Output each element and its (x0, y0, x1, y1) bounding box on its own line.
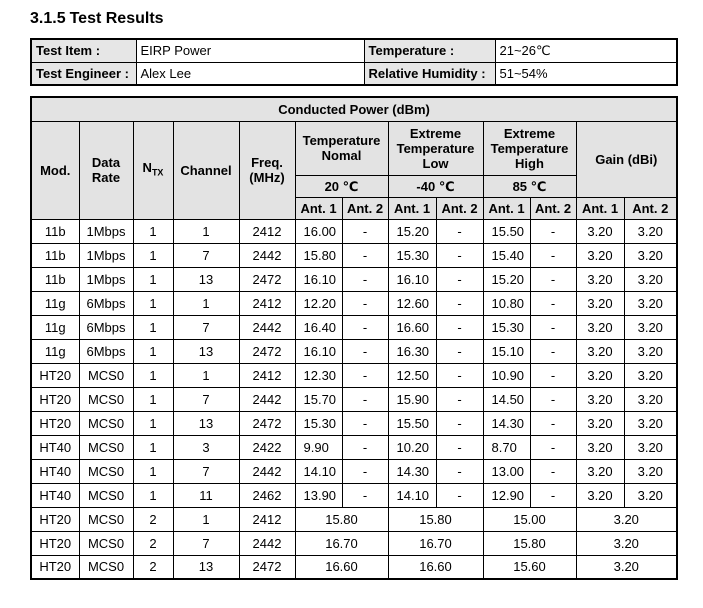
cell-rate: MCS0 (79, 435, 133, 459)
cell-nominal-ant2: - (342, 219, 388, 243)
test-engineer-value: Alex Lee (136, 62, 364, 85)
header-gain: Gain (dBi) (576, 121, 677, 197)
cell-low-ant1: 14.10 (388, 483, 436, 507)
test-info-table (30, 38, 678, 86)
table-row (31, 507, 677, 531)
cell-gain-ant1: 3.20 (576, 219, 624, 243)
cell-nominal-ant2: - (342, 387, 388, 411)
cell-channel: 7 (173, 459, 239, 483)
cell-low-ant2: - (436, 219, 483, 243)
cell-high-ant1: 15.10 (483, 339, 530, 363)
cell-channel: 13 (173, 267, 239, 291)
table-row (31, 363, 677, 387)
cell-rate: MCS0 (79, 363, 133, 387)
header-ntx-main: N (142, 159, 152, 175)
cell-mod: 11g (31, 291, 79, 315)
cell-nominal-ant2: - (342, 435, 388, 459)
cell-channel: 1 (173, 219, 239, 243)
cell-gain-ant2: 3.20 (624, 459, 677, 483)
table-row (31, 459, 677, 483)
cell-nominal-ant2: - (342, 243, 388, 267)
cell-nominal-ant1: 16.10 (295, 267, 342, 291)
cell-rate: MCS0 (79, 531, 133, 555)
cell-gain-ant1: 3.20 (576, 363, 624, 387)
table-row (31, 555, 677, 579)
cell-low-ant2: - (436, 291, 483, 315)
cell-channel: 1 (173, 363, 239, 387)
cell-high-ant2: - (530, 435, 576, 459)
cell-low-ant1: 16.60 (388, 315, 436, 339)
cell-high-combined: 15.80 (483, 531, 576, 555)
cell-gain-ant1: 3.20 (576, 339, 624, 363)
cell-nominal-ant1: 12.20 (295, 291, 342, 315)
header-ant2: Ant. 2 (342, 197, 388, 219)
cell-high-ant1: 8.70 (483, 435, 530, 459)
table-row (31, 531, 677, 555)
cell-gain-ant1: 3.20 (576, 291, 624, 315)
table-title: Conducted Power (dBm) (31, 97, 677, 121)
cell-ntx: 1 (133, 435, 173, 459)
cell-low-ant2: - (436, 459, 483, 483)
cell-mod: HT20 (31, 411, 79, 435)
cell-ntx: 1 (133, 411, 173, 435)
header-temp-nominal: Temperature Nomal (295, 121, 388, 175)
cell-mod: 11b (31, 267, 79, 291)
cell-high-combined: 15.60 (483, 555, 576, 579)
cell-low-ant1: 10.20 (388, 435, 436, 459)
cell-mod: HT20 (31, 531, 79, 555)
cell-low-ant1: 14.30 (388, 459, 436, 483)
section-number: 3.1.5 (30, 10, 66, 27)
cell-channel: 3 (173, 435, 239, 459)
cell-low-ant2: - (436, 435, 483, 459)
cell-nominal-ant2: - (342, 339, 388, 363)
cell-low-ant1: 16.30 (388, 339, 436, 363)
cell-high-ant2: - (530, 459, 576, 483)
cell-freq: 2472 (239, 411, 295, 435)
table-row (31, 483, 677, 507)
humidity-label: Relative Humidity : (364, 62, 495, 85)
cell-mod: HT20 (31, 387, 79, 411)
cell-gain-ant1: 3.20 (576, 315, 624, 339)
cell-mod: 11g (31, 315, 79, 339)
header-ant1: Ant. 1 (388, 197, 436, 219)
cell-ntx: 2 (133, 507, 173, 531)
cell-gain-ant1: 3.20 (576, 435, 624, 459)
cell-low-ant2: - (436, 387, 483, 411)
cell-channel: 1 (173, 291, 239, 315)
cell-freq: 2472 (239, 555, 295, 579)
section-title: Test Results (69, 10, 164, 27)
table-row (31, 315, 677, 339)
cell-nominal-ant1: 15.30 (295, 411, 342, 435)
cell-nominal-combined: 16.60 (295, 555, 388, 579)
cell-high-ant1: 10.90 (483, 363, 530, 387)
test-item-label: Test Item : (31, 39, 136, 62)
test-item-value: EIRP Power (136, 39, 364, 62)
cell-freq: 2442 (239, 387, 295, 411)
header-low-value: -40 ℃ (388, 175, 483, 197)
cell-gain-ant1: 3.20 (576, 411, 624, 435)
cell-high-ant2: - (530, 267, 576, 291)
cell-channel: 13 (173, 411, 239, 435)
cell-gain-ant1: 3.20 (576, 459, 624, 483)
cell-nominal-ant1: 12.30 (295, 363, 342, 387)
cell-gain-ant2: 3.20 (624, 411, 677, 435)
cell-nominal-ant1: 16.00 (295, 219, 342, 243)
cell-low-ant2: - (436, 243, 483, 267)
cell-high-ant2: - (530, 219, 576, 243)
cell-nominal-ant1: 14.10 (295, 459, 342, 483)
cell-low-ant2: - (436, 267, 483, 291)
cell-high-ant1: 14.50 (483, 387, 530, 411)
header-temp-high: Extreme Temperature High (483, 121, 576, 175)
header-ant2: Ant. 2 (530, 197, 576, 219)
cell-freq: 2442 (239, 243, 295, 267)
cell-ntx: 1 (133, 339, 173, 363)
table-body (31, 219, 677, 579)
table-row (31, 387, 677, 411)
cell-freq: 2422 (239, 435, 295, 459)
table-row (31, 411, 677, 435)
cell-channel: 7 (173, 243, 239, 267)
cell-ntx: 1 (133, 387, 173, 411)
cell-high-ant1: 14.30 (483, 411, 530, 435)
cell-nominal-ant1: 16.40 (295, 315, 342, 339)
cell-high-ant2: - (530, 387, 576, 411)
cell-rate: MCS0 (79, 411, 133, 435)
cell-rate: MCS0 (79, 483, 133, 507)
cell-nominal-ant1: 15.80 (295, 243, 342, 267)
cell-low-combined: 15.80 (388, 507, 483, 531)
cell-freq: 2462 (239, 483, 295, 507)
header-temp-low: Extreme Temperature Low (388, 121, 483, 175)
cell-low-ant1: 15.30 (388, 243, 436, 267)
cell-high-ant2: - (530, 483, 576, 507)
cell-low-ant1: 16.10 (388, 267, 436, 291)
header-ant1: Ant. 1 (483, 197, 530, 219)
cell-ntx: 1 (133, 243, 173, 267)
cell-gain-ant2: 3.20 (624, 483, 677, 507)
cell-rate: MCS0 (79, 459, 133, 483)
info-row-2 (31, 62, 677, 85)
cell-freq: 2412 (239, 363, 295, 387)
cell-gain-combined: 3.20 (576, 507, 677, 531)
table-row (31, 339, 677, 363)
cell-low-ant1: 12.50 (388, 363, 436, 387)
table-row (31, 243, 677, 267)
cell-nominal-combined: 15.80 (295, 507, 388, 531)
cell-ntx: 2 (133, 555, 173, 579)
cell-ntx: 1 (133, 459, 173, 483)
cell-high-ant2: - (530, 411, 576, 435)
cell-nominal-ant1: 16.10 (295, 339, 342, 363)
cell-rate: MCS0 (79, 507, 133, 531)
cell-gain-ant1: 3.20 (576, 483, 624, 507)
cell-low-ant2: - (436, 483, 483, 507)
cell-gain-ant2: 3.20 (624, 291, 677, 315)
cell-nominal-combined: 16.70 (295, 531, 388, 555)
cell-gain-ant2: 3.20 (624, 435, 677, 459)
cell-ntx: 1 (133, 315, 173, 339)
cell-high-ant2: - (530, 363, 576, 387)
cell-freq: 2442 (239, 459, 295, 483)
cell-gain-ant2: 3.20 (624, 363, 677, 387)
temperature-label: Temperature : (364, 39, 495, 62)
header-ntx (133, 121, 173, 219)
cell-rate: 6Mbps (79, 291, 133, 315)
cell-gain-ant2: 3.20 (624, 315, 677, 339)
cell-high-ant1: 15.30 (483, 315, 530, 339)
cell-rate: 1Mbps (79, 267, 133, 291)
cell-freq: 2412 (239, 219, 295, 243)
cell-freq: 2442 (239, 315, 295, 339)
cell-nominal-ant2: - (342, 315, 388, 339)
cell-low-ant1: 12.60 (388, 291, 436, 315)
cell-rate: 1Mbps (79, 219, 133, 243)
table-row (31, 267, 677, 291)
header-ant1: Ant. 1 (576, 197, 624, 219)
header-mod: Mod. (31, 121, 79, 219)
cell-nominal-ant1: 13.90 (295, 483, 342, 507)
cell-nominal-ant2: - (342, 483, 388, 507)
cell-high-ant1: 15.40 (483, 243, 530, 267)
cell-channel: 13 (173, 555, 239, 579)
cell-channel: 1 (173, 507, 239, 531)
cell-low-combined: 16.70 (388, 531, 483, 555)
cell-high-ant1: 13.00 (483, 459, 530, 483)
temperature-value: 21~26℃ (495, 39, 677, 62)
cell-nominal-ant2: - (342, 363, 388, 387)
header-ant2: Ant. 2 (624, 197, 677, 219)
cell-rate: 6Mbps (79, 315, 133, 339)
cell-channel: 13 (173, 339, 239, 363)
cell-mod: HT40 (31, 435, 79, 459)
header-ant2: Ant. 2 (436, 197, 483, 219)
cell-low-ant2: - (436, 363, 483, 387)
header-ntx-sub: TX (151, 167, 164, 178)
cell-freq: 2412 (239, 291, 295, 315)
cell-ntx: 2 (133, 531, 173, 555)
cell-mod: HT40 (31, 459, 79, 483)
cell-high-ant2: - (530, 315, 576, 339)
cell-low-ant2: - (436, 411, 483, 435)
header-ant1: Ant. 1 (295, 197, 342, 219)
cell-low-ant1: 15.20 (388, 219, 436, 243)
cell-gain-ant2: 3.20 (624, 339, 677, 363)
cell-nominal-ant2: - (342, 267, 388, 291)
cell-high-ant2: - (530, 243, 576, 267)
cell-channel: 7 (173, 531, 239, 555)
cell-low-ant1: 15.90 (388, 387, 436, 411)
cell-rate: MCS0 (79, 387, 133, 411)
cell-high-ant2: - (530, 291, 576, 315)
cell-gain-combined: 3.20 (576, 555, 677, 579)
cell-ntx: 1 (133, 291, 173, 315)
cell-ntx: 1 (133, 219, 173, 243)
cell-low-combined: 16.60 (388, 555, 483, 579)
cell-high-combined: 15.00 (483, 507, 576, 531)
cell-mod: HT40 (31, 483, 79, 507)
cell-mod: 11b (31, 219, 79, 243)
info-row-1 (31, 39, 677, 62)
cell-mod: HT20 (31, 363, 79, 387)
cell-freq: 2412 (239, 507, 295, 531)
cell-high-ant1: 15.20 (483, 267, 530, 291)
cell-low-ant1: 15.50 (388, 411, 436, 435)
cell-freq: 2472 (239, 267, 295, 291)
cell-channel: 7 (173, 315, 239, 339)
cell-freq: 2472 (239, 339, 295, 363)
header-row-1 (31, 121, 677, 175)
cell-nominal-ant2: - (342, 459, 388, 483)
cell-gain-ant2: 3.20 (624, 387, 677, 411)
cell-nominal-ant1: 15.70 (295, 387, 342, 411)
cell-ntx: 1 (133, 267, 173, 291)
table-title-row (31, 97, 677, 121)
cell-nominal-ant2: - (342, 411, 388, 435)
cell-rate: MCS0 (79, 555, 133, 579)
cell-high-ant2: - (530, 339, 576, 363)
cell-gain-ant1: 3.20 (576, 387, 624, 411)
header-high-value: 85 ℃ (483, 175, 576, 197)
humidity-value: 51~54% (495, 62, 677, 85)
header-freq: Freq. (MHz) (239, 121, 295, 219)
cell-high-ant1: 10.80 (483, 291, 530, 315)
test-engineer-label: Test Engineer : (31, 62, 136, 85)
cell-high-ant1: 15.50 (483, 219, 530, 243)
table-row (31, 219, 677, 243)
cell-ntx: 1 (133, 363, 173, 387)
table-row (31, 291, 677, 315)
cell-mod: HT20 (31, 555, 79, 579)
cell-nominal-ant2: - (342, 291, 388, 315)
cell-channel: 7 (173, 387, 239, 411)
cell-rate: 6Mbps (79, 339, 133, 363)
cell-channel: 11 (173, 483, 239, 507)
cell-gain-combined: 3.20 (576, 531, 677, 555)
cell-rate: 1Mbps (79, 243, 133, 267)
cell-low-ant2: - (436, 315, 483, 339)
header-data-rate: Data Rate (79, 121, 133, 219)
cell-low-ant2: - (436, 339, 483, 363)
header-nominal-value: 20 ℃ (295, 175, 388, 197)
cell-high-ant1: 12.90 (483, 483, 530, 507)
cell-gain-ant2: 3.20 (624, 219, 677, 243)
cell-gain-ant1: 3.20 (576, 267, 624, 291)
cell-freq: 2442 (239, 531, 295, 555)
cell-mod: 11b (31, 243, 79, 267)
header-channel: Channel (173, 121, 239, 219)
cell-ntx: 1 (133, 483, 173, 507)
cell-nominal-ant1: 9.90 (295, 435, 342, 459)
cell-mod: HT20 (31, 507, 79, 531)
cell-gain-ant2: 3.20 (624, 267, 677, 291)
section-heading (30, 8, 164, 30)
table-row (31, 435, 677, 459)
cell-gain-ant2: 3.20 (624, 243, 677, 267)
conducted-power-table (30, 96, 678, 580)
cell-gain-ant1: 3.20 (576, 243, 624, 267)
cell-mod: 11g (31, 339, 79, 363)
